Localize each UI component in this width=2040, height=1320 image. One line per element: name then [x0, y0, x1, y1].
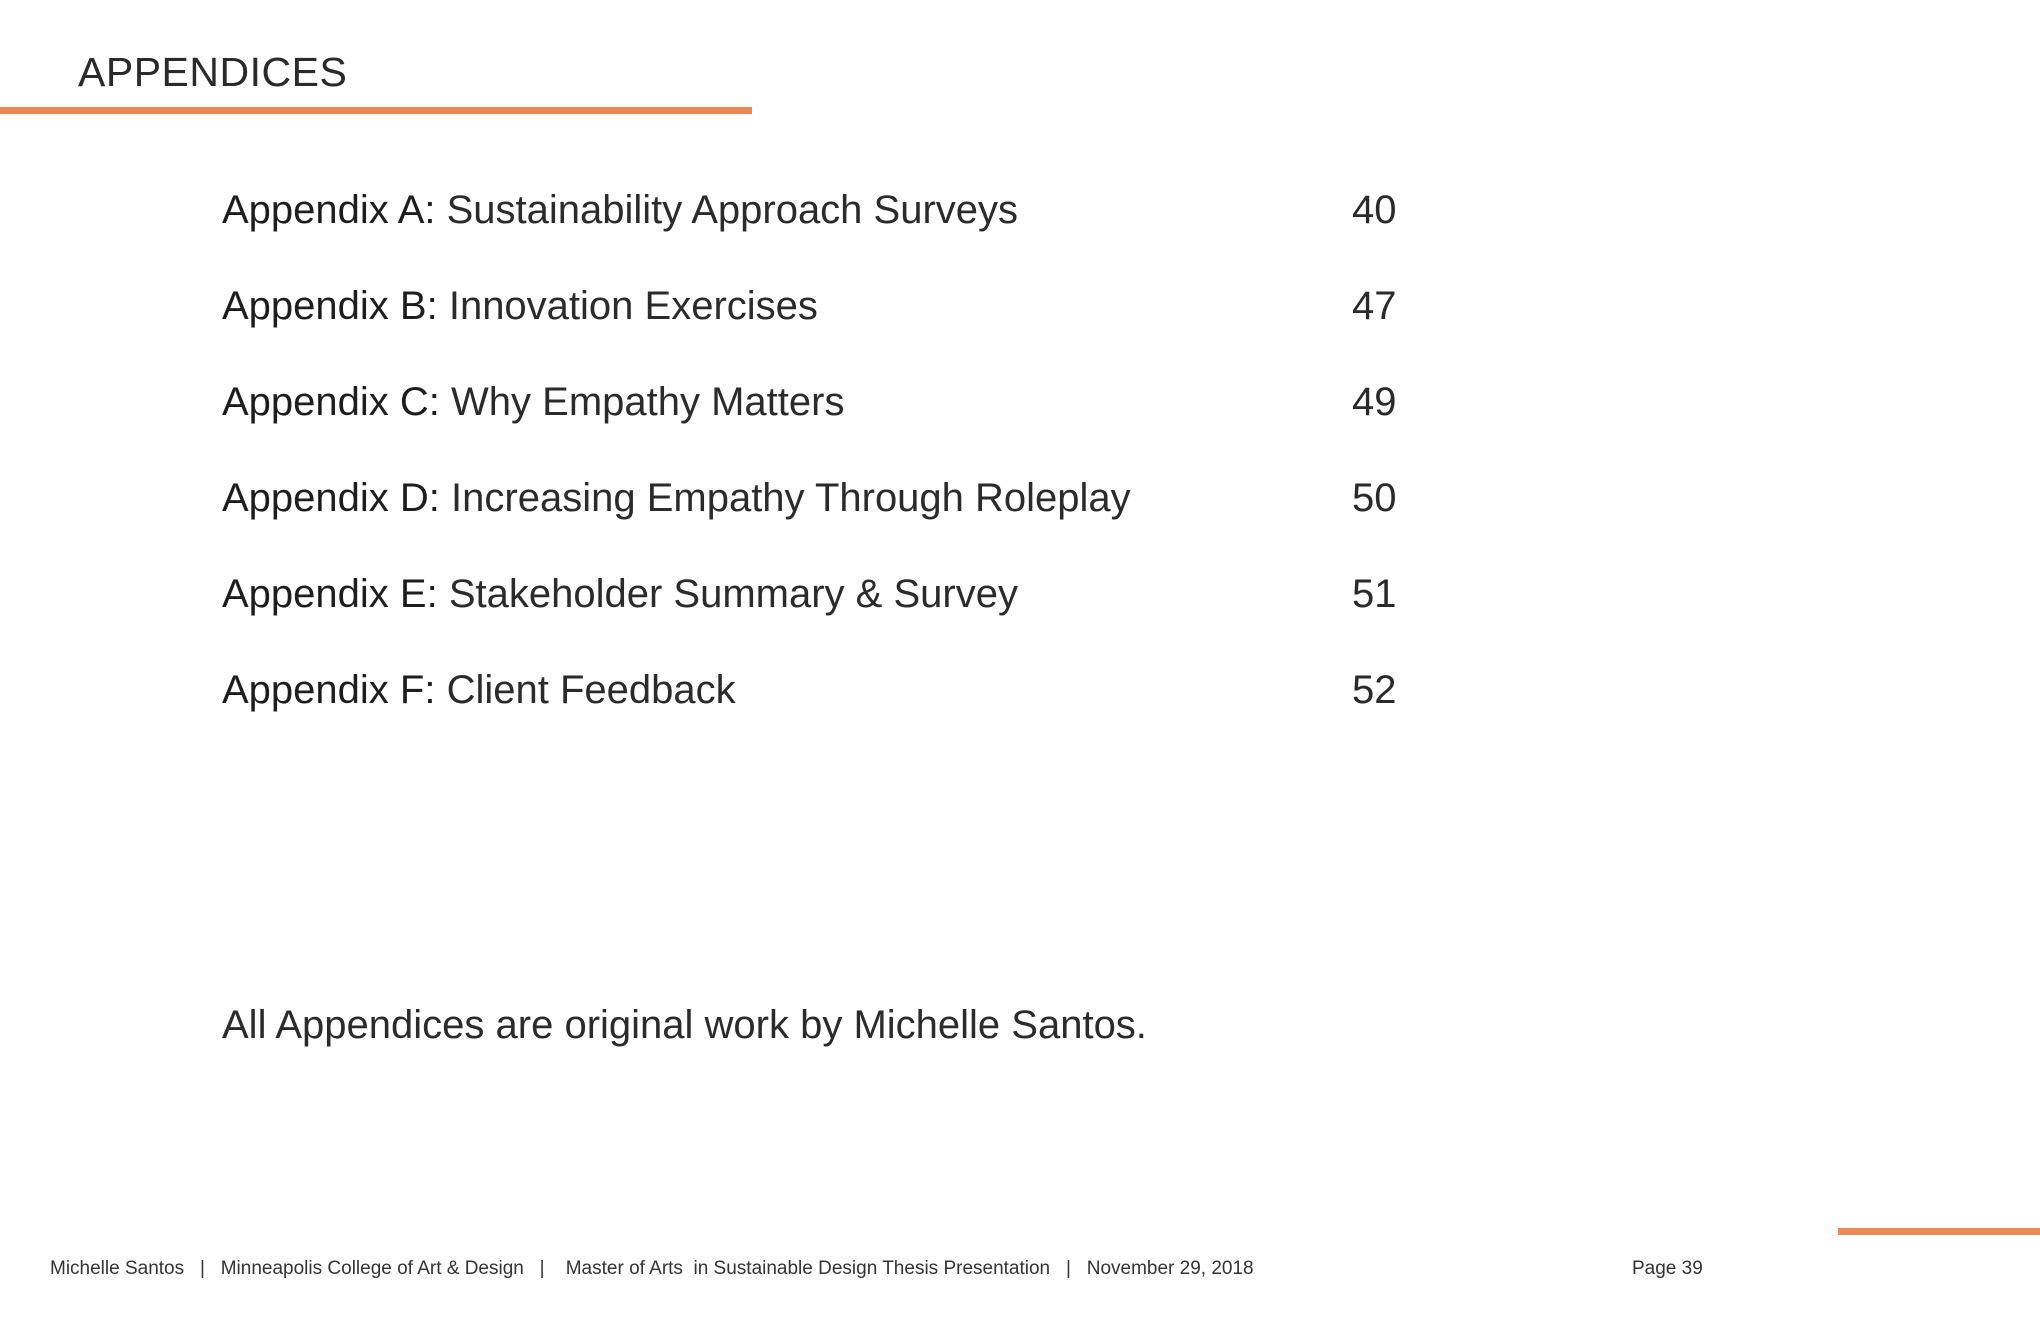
appendix-label: Appendix A:: [222, 188, 447, 232]
authorship-note: All Appendices are original work by Michelle Santos.: [222, 1003, 1147, 1047]
appendix-page-number: 51: [1352, 572, 1397, 616]
appendix-title: Client Feedback: [446, 668, 736, 712]
appendix-row-b: [222, 279, 1402, 375]
appendix-label: Appendix E:: [222, 572, 449, 616]
page-title: APPENDICES: [78, 49, 348, 95]
appendix-row-f: [222, 663, 1402, 759]
appendix-list: [222, 183, 1402, 759]
appendix-title: Stakeholder Summary & Survey: [448, 572, 1018, 616]
appendix-label: Appendix C:: [222, 380, 452, 424]
appendix-page-number: 40: [1352, 188, 1397, 232]
footer-accent-rule: [1838, 1228, 2040, 1235]
appendix-row-c: [222, 375, 1402, 471]
appendix-row-d: [222, 471, 1402, 567]
appendix-page-number: 50: [1352, 476, 1397, 520]
appendix-row-a: [222, 183, 1402, 279]
appendix-page-number: 49: [1352, 380, 1397, 424]
appendix-label: Appendix B:: [222, 284, 449, 328]
appendix-page-number: 52: [1352, 668, 1397, 712]
appendix-label: Appendix D:: [222, 476, 452, 520]
appendix-row-e: [222, 567, 1402, 663]
appendix-title: Why Empathy Matters: [451, 380, 845, 424]
appendix-title: Sustainability Approach Surveys: [446, 188, 1019, 232]
appendix-title: Increasing Empathy Through Roleplay: [451, 476, 1131, 520]
footer-credits: Michelle Santos | Minneapolis College of Art & Design | Master of Arts in Sustainable Design Thesis Presentation | November 29, 2018: [50, 1258, 1254, 1279]
appendix-page-number: 47: [1352, 284, 1397, 328]
footer-page-number: Page 39: [1632, 1258, 1703, 1279]
title-underline: [0, 107, 752, 114]
appendix-label: Appendix F:: [222, 668, 447, 712]
appendix-title: Innovation Exercises: [448, 284, 818, 328]
